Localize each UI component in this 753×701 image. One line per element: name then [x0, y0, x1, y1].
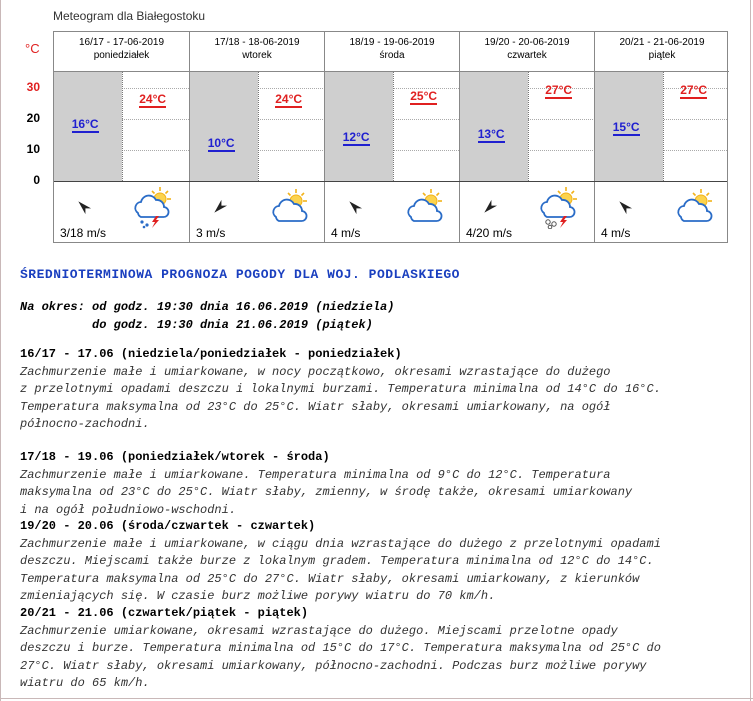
midday-divider	[393, 72, 395, 181]
period-line-1: Na okres: od godz. 19:30 dnia 16.06.2019 (niedziela)	[20, 300, 395, 314]
section-line: północno-zachodni.	[20, 417, 150, 431]
min-temperature-label: 16°C	[71, 117, 99, 132]
forecast-section-3	[20, 518, 743, 606]
ytick-20: 20	[26, 111, 40, 125]
bottom-divider	[0, 698, 753, 699]
max-temperature-label: 27°C	[680, 82, 708, 97]
section-line: z przelotnymi opadami deszczu i lokalnymi burzami. Temperatura minimalna od 14°C do 16°C.	[20, 382, 661, 396]
day-date-range: 17/18 - 18-06-2019	[214, 37, 300, 48]
partly-cloudy-icon	[401, 185, 447, 229]
forecast-section-2	[20, 449, 743, 519]
midday-divider	[122, 72, 124, 181]
forecast-section-4	[20, 605, 743, 693]
day-name: czwartek	[507, 50, 547, 61]
section-title: 16/17 - 17.06 (niedziela/poniedziałek - poniedziałek)	[20, 347, 402, 361]
day-column	[459, 32, 594, 242]
partly-cloudy-icon	[266, 185, 312, 229]
midday-divider	[258, 72, 260, 181]
section-title: 20/21 - 21.06 (czwartek/piątek - piątek)	[20, 606, 309, 620]
period-line-2: do godz. 19:30 dnia 21.06.2019 (piątek)	[20, 317, 373, 332]
day-column	[324, 32, 459, 242]
min-temperature-label: 15°C	[612, 120, 640, 135]
wind-direction-icon	[480, 197, 500, 217]
wind-speed-label: 4/20 m/s	[466, 226, 513, 240]
section-line: maksymalna od 23°C do 25°C. Wiatr słaby, zmienny, w środę także, okresami umiarkowany	[20, 485, 633, 499]
wind-speed-label: 3 m/s	[196, 226, 226, 240]
wind-speed-label: 4 m/s	[331, 226, 361, 240]
day-header	[190, 32, 324, 72]
wind-direction-icon	[74, 197, 94, 217]
section-line: Zachmurzenie małe i umiarkowane. Temperatura minimalna od 9°C do 12°C. Temperatura	[20, 467, 611, 482]
day-date-range: 19/20 - 20-06-2019	[484, 37, 570, 48]
section-line: 27°C. Wiatr słaby, okresami umiarkowany, północno-zachodni. Podczas burz możliwe porywy	[20, 658, 647, 673]
max-temperature-label: 24°C	[275, 92, 303, 107]
section-line: zmieniających się. W czasie burz możliwe porywy wiatru do 70 km/h.	[20, 589, 496, 603]
day-column	[54, 32, 189, 242]
wind-direction-icon	[345, 197, 365, 217]
day-name: środa	[379, 50, 405, 61]
meteogram-chart	[53, 31, 728, 243]
section-title: 19/20 - 20.06 (środa/czwartek - czwartek)	[20, 519, 316, 533]
ytick-10: 10	[26, 142, 40, 156]
section-line: Zachmurzenie umiarkowane, okresami wzrastające do dużego. Miejscami przelotne opady	[20, 623, 618, 638]
day-header	[325, 32, 459, 72]
night-shading	[190, 72, 258, 181]
section-line: i na ogół południowo-wschodni.	[20, 502, 237, 517]
section-line: wiatru do 65 km/h.	[20, 676, 150, 690]
section-title: 17/18 - 19.06 (poniedziałek/wtorek - środa)	[20, 450, 330, 464]
section-line: deszczu. Miejscami także burze z lokalnym gradem. Temperatura minimalna od 12°C do 14°C.	[20, 554, 654, 568]
right-frame-line	[750, 0, 751, 701]
night-shading	[325, 72, 393, 181]
forecast-period	[20, 299, 743, 334]
day-name: poniedziałek	[93, 50, 150, 61]
day-column	[594, 32, 729, 242]
section-line: Zachmurzenie małe i umiarkowane, w nocy początkowo, okresami wzrastające do dużego	[20, 364, 611, 379]
ytick-30: 30	[26, 80, 40, 94]
day-header	[54, 32, 189, 72]
left-frame-line	[0, 0, 1, 701]
ytick-0: 0	[33, 173, 40, 187]
section-line: Temperatura maksymalna od 25°C do 27°C. Wiatr słaby, okresami umiarkowany, z kierunków	[20, 571, 640, 586]
min-temperature-label: 13°C	[477, 126, 505, 141]
max-temperature-label: 25°C	[410, 89, 438, 104]
max-temperature-label: 27°C	[545, 82, 573, 97]
day-column	[189, 32, 324, 242]
midday-divider	[663, 72, 665, 181]
meteogram-title: Meteogram dla Białegostoku	[53, 9, 206, 23]
forecast-headline: ŚREDNIOTERMINOWA PROGNOZA POGODY DLA WOJ. PODLASKIEGO	[20, 267, 460, 282]
section-line: deszczu i burze. Temperatura minimalna od 15°C do 17°C. Temperatura maksymalna od 25°C do	[20, 641, 661, 655]
day-date-range: 18/19 - 19-06-2019	[349, 37, 435, 48]
max-temperature-label: 24°C	[139, 92, 167, 107]
wind-direction-icon	[210, 197, 230, 217]
wind-direction-icon	[615, 197, 635, 217]
partly-cloudy-icon	[671, 185, 717, 229]
section-line: Zachmurzenie małe i umiarkowane, w ciągu dnia wzrastające do dużego z przelotnymi opadami	[20, 536, 661, 551]
day-header	[460, 32, 594, 72]
min-temperature-label: 12°C	[342, 129, 370, 144]
day-header	[595, 32, 729, 72]
section-line: Temperatura maksymalna od 23°C do 25°C. Wiatr słaby, okresami umiarkowany, na ogół	[20, 399, 611, 414]
day-name: piątek	[648, 50, 676, 61]
min-temperature-label: 10°C	[207, 135, 235, 150]
wind-speed-label: 3/18 m/s	[60, 226, 107, 240]
midday-divider	[528, 72, 530, 181]
zero-baseline	[54, 181, 727, 182]
storm-rain-icon	[130, 185, 176, 229]
forecast-section-1	[20, 346, 743, 434]
temperature-unit-label: °C	[25, 41, 40, 56]
day-date-range: 20/21 - 21-06-2019	[619, 37, 705, 48]
wind-speed-label: 4 m/s	[601, 226, 631, 240]
storm-hail-icon	[536, 185, 582, 229]
day-name: wtorek	[242, 50, 272, 61]
day-date-range: 16/17 - 17-06-2019	[78, 37, 165, 48]
